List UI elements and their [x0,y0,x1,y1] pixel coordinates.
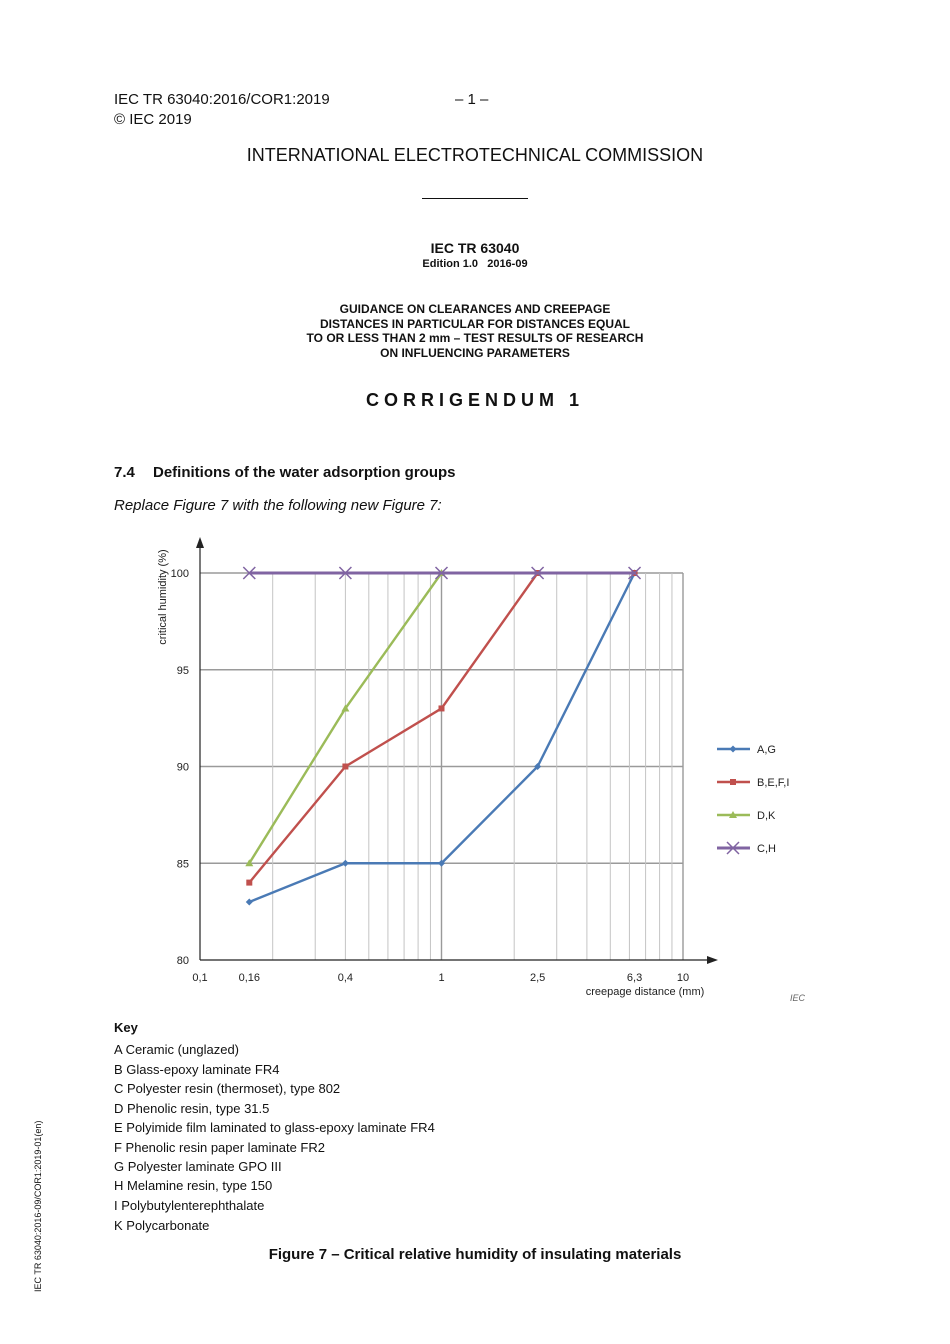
data-point [246,898,253,905]
chart-grid [200,573,683,960]
side-reference: IEC TR 63040:2016-09/COR1:2019-01(en) [33,1120,43,1292]
x-tick-label: 0,1 [192,972,208,984]
legend-label: C,H [757,843,776,855]
page-number: – 1 – [455,91,489,108]
title-line: DISTANCES IN PARTICULAR FOR DISTANCES EQUAL [319,316,630,331]
organization-name: INTERNATIONAL ELECTROTECHNICAL COMMISSION [246,145,704,165]
title-line: ON INFLUENCING PARAMETERS [380,345,570,360]
key-item: K Polycarbonate [114,1218,210,1233]
x-axis-label: creepage distance (mm) [585,986,705,998]
corrigendum-heading: CORRIGENDUM 1 [365,390,584,410]
data-point [342,764,348,770]
x-tick-label: 6,3 [626,972,643,984]
x-tick-label: 0,4 [337,972,354,984]
legend-item [717,842,776,855]
x-tick-label: 10 [676,972,690,984]
section-number: 7.4 [114,464,135,481]
data-point [439,705,445,711]
key-item: B Glass-epoxy laminate FR4 [114,1062,280,1077]
y-axis-arrow [196,537,204,548]
y-tick-label: 90 [176,761,189,774]
copyright: © IEC 2019 [114,111,192,128]
key-item: D Phenolic resin, type 31.5 [114,1101,270,1116]
x-axis-arrow [707,956,718,964]
key-item: I Polybutylenterephthalate [114,1198,265,1213]
x-tick-labels [192,972,689,984]
legend-label: A,G [757,744,776,756]
key-item: E Polyimide film laminated to glass-epoxy laminate FR4 [114,1120,435,1135]
y-tick-label: 100 [170,568,189,580]
x-tick-label: 2,5 [529,972,546,984]
iec-watermark: IEC [790,993,806,1003]
legend-item [717,777,789,789]
data-point [246,880,252,886]
key-item: F Phenolic resin paper laminate FR2 [114,1140,325,1155]
key-item: C Polyester resin (thermoset), type 802 [114,1081,341,1096]
section-instruction: Replace Figure 7 with the following new Figure 7: [114,497,442,514]
legend-item [717,744,776,756]
chart-axes [196,537,718,964]
data-point [342,860,349,867]
legend-marker [730,746,737,753]
y-tick-label: 95 [176,664,189,677]
key-item: A Ceramic (unglazed) [114,1042,239,1057]
document-number: IEC TR 63040 [430,240,520,256]
title-line: GUIDANCE ON CLEARANCES AND CREEPAGE [339,302,611,316]
title-line: TO OR LESS THAN 2 mm – TEST RESULTS OF RESEARCH [306,331,644,345]
chart-legend [717,744,789,855]
y-tick-label: 85 [176,858,189,871]
key-item: H Melamine resin, type 150 [114,1178,273,1193]
legend-label: D,K [757,810,776,822]
legend-item [717,810,776,822]
y-axis-label: critical humidity (%) [157,549,169,645]
x-tick-label: 0,16 [238,972,261,984]
document-id: IEC TR 63040:2016/COR1:2019 [114,91,330,108]
x-tick-label: 1 [438,972,445,984]
legend-label: B,E,F,I [757,777,790,789]
y-tick-labels [171,568,189,967]
figure-caption: Figure 7 – Critical relative humidity of insulating materials [268,1246,682,1263]
section-title: Definitions of the water adsorption groups [153,464,456,481]
legend-marker [730,779,736,785]
key-title: Key [114,1020,138,1035]
key-item: G Polyester laminate GPO III [114,1159,282,1174]
document-edition: Edition 1.0 2016-09 [422,258,528,270]
y-tick-label: 80 [176,955,189,967]
